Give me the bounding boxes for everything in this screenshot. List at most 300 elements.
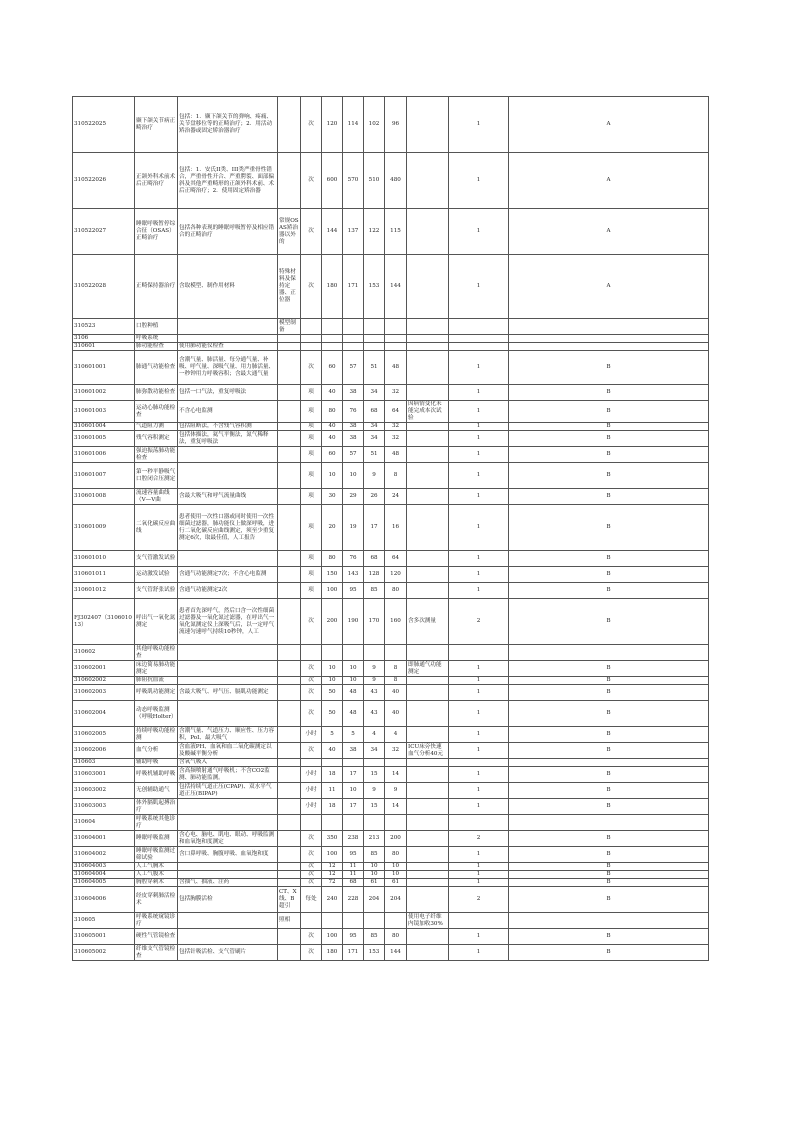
item-category: 1 [449, 551, 509, 567]
item-note [407, 677, 449, 685]
price-level-1: 60 [322, 447, 343, 463]
price-level-2 [343, 343, 364, 351]
item-content: 使用肺功能仪检查 [178, 343, 278, 351]
price-level-1: 10 [322, 463, 343, 489]
item-code: 310601012 [73, 583, 135, 599]
item-name: 口腔种植 [135, 319, 178, 335]
item-code: 310601004 [73, 423, 135, 431]
price-level-3: 10 [364, 871, 385, 879]
table-row [73, 879, 709, 887]
price-level-2: 190 [343, 599, 364, 645]
price-level-1: 120 [322, 97, 343, 153]
price-level-2: 38 [343, 423, 364, 431]
item-note [407, 759, 449, 767]
item-note [407, 815, 449, 831]
item-grade: B [509, 879, 709, 887]
price-level-2: 143 [343, 567, 364, 583]
price-level-1: 40 [322, 385, 343, 401]
item-content: 含血液PH、血氧和血二氧化碳测定以及酸碱平衡分析 [178, 743, 278, 759]
item-content: 患者使用一次性口器或同时使用一次性细菌过滤器，肺功能仪上做深呼吸，进行二氧化碳反应曲线测定，须至少重复测定6次，取最佳值，人工报告 [178, 505, 278, 551]
item-code: 310522028 [73, 255, 135, 319]
table-row [73, 431, 709, 447]
item-category [449, 343, 509, 351]
item-category: 1 [449, 879, 509, 887]
item-name: 其他呼吸功能检查 [135, 645, 178, 661]
item-exclusions [278, 351, 301, 385]
item-note [407, 423, 449, 431]
price-level-2: 10 [343, 783, 364, 799]
price-level-1: 350 [322, 831, 343, 847]
table-row [73, 799, 709, 815]
item-code: 310605001 [73, 929, 135, 945]
item-note [407, 97, 449, 153]
price-level-4 [385, 759, 407, 767]
price-level-1: 12 [322, 863, 343, 871]
item-unit: 次 [301, 945, 322, 961]
item-code: 310602006 [73, 743, 135, 759]
item-name: 正畸保持器治疗 [135, 255, 178, 319]
item-name: 支气管激发试验 [135, 551, 178, 567]
price-level-2: 48 [343, 685, 364, 701]
item-name: 颞下颌关节病正畸治疗 [135, 97, 178, 153]
price-level-4: 10 [385, 863, 407, 871]
table-row [73, 423, 709, 431]
item-exclusions [278, 401, 301, 423]
item-unit: 次 [301, 879, 322, 887]
item-category: 1 [449, 743, 509, 759]
item-category: 1 [449, 567, 509, 583]
item-unit [301, 913, 322, 929]
item-unit: 次 [301, 929, 322, 945]
item-grade: B [509, 929, 709, 945]
item-code: 310602004 [73, 701, 135, 727]
item-exclusions [278, 447, 301, 463]
item-grade: B [509, 945, 709, 961]
item-unit [301, 319, 322, 335]
item-note [407, 879, 449, 887]
price-level-2 [343, 645, 364, 661]
item-content: 包括：1．颞下颌关节的弹响、疼痛、关节盘移位等的正畸治疗；2．用活动矫治器或固定矫治器治疗 [178, 97, 278, 153]
item-content [178, 929, 278, 945]
price-level-3 [364, 335, 385, 343]
item-category: 1 [449, 431, 509, 447]
price-level-4: 480 [385, 153, 407, 209]
item-category: 1 [449, 945, 509, 961]
item-name: 呼吸机辅助呼吸 [135, 767, 178, 783]
price-level-4 [385, 815, 407, 831]
price-level-4: 10 [385, 871, 407, 879]
price-level-1 [322, 759, 343, 767]
price-level-3: 102 [364, 97, 385, 153]
table-row [73, 863, 709, 871]
item-category: 2 [449, 599, 509, 645]
price-level-1: 18 [322, 767, 343, 783]
price-level-3: 510 [364, 153, 385, 209]
item-note [407, 551, 449, 567]
price-level-1: 100 [322, 583, 343, 599]
item-content [178, 701, 278, 727]
item-note [407, 863, 449, 871]
price-level-4: 8 [385, 463, 407, 489]
item-code: 310601006 [73, 447, 135, 463]
item-unit: 项 [301, 551, 322, 567]
item-exclusions [278, 431, 301, 447]
item-grade [509, 759, 709, 767]
item-unit: 项 [301, 447, 322, 463]
item-note [407, 447, 449, 463]
table-row [73, 871, 709, 879]
price-level-4: 16 [385, 505, 407, 551]
item-unit: 次 [301, 847, 322, 863]
item-content [178, 799, 278, 815]
price-table [72, 96, 709, 961]
price-level-2: 11 [343, 863, 364, 871]
table-row [73, 831, 709, 847]
table-row [73, 343, 709, 351]
item-exclusions [278, 799, 301, 815]
item-content: 不含心电监测 [178, 401, 278, 423]
item-note: ICU床旁快速血气分析40元 [407, 743, 449, 759]
price-level-2: 95 [343, 847, 364, 863]
price-level-4: 160 [385, 599, 407, 645]
price-level-4: 80 [385, 929, 407, 945]
item-note [407, 255, 449, 319]
table-row [73, 489, 709, 505]
table-row [73, 847, 709, 863]
table-row [73, 767, 709, 783]
price-level-1: 11 [322, 783, 343, 799]
item-unit: 次 [301, 255, 322, 319]
item-exclusions [278, 583, 301, 599]
item-name: 呼吸系统窥镜诊疗 [135, 913, 178, 929]
price-level-4: 61 [385, 879, 407, 887]
item-code: 310601009 [73, 505, 135, 551]
item-unit: 次 [301, 153, 322, 209]
price-level-1: 80 [322, 401, 343, 423]
item-grade: B [509, 423, 709, 431]
item-code: 310602003 [73, 685, 135, 701]
item-exclusions [278, 685, 301, 701]
price-level-4 [385, 343, 407, 351]
item-code: FJ302407（310601013） [73, 599, 135, 645]
price-level-4 [385, 335, 407, 343]
item-grade: B [509, 599, 709, 645]
price-level-3: 213 [364, 831, 385, 847]
item-content: 包括体描法，氦气平衡法，氮气稀释法，重复呼吸法 [178, 431, 278, 447]
price-level-3: 153 [364, 255, 385, 319]
price-level-3: 9 [364, 661, 385, 677]
price-level-4: 32 [385, 743, 407, 759]
item-note: 因病情变化未能完成本次试验 [407, 401, 449, 423]
price-level-1: 240 [322, 887, 343, 913]
item-note [407, 335, 449, 343]
price-level-2: 171 [343, 945, 364, 961]
price-level-3: 34 [364, 423, 385, 431]
item-unit: 项 [301, 463, 322, 489]
price-level-1: 100 [322, 929, 343, 945]
item-grade [509, 913, 709, 929]
item-name: 气道阻力测 [135, 423, 178, 431]
item-exclusions [278, 727, 301, 743]
item-unit: 小时 [301, 767, 322, 783]
item-grade [509, 343, 709, 351]
item-code: 310522025 [73, 97, 135, 153]
price-level-4: 64 [385, 551, 407, 567]
item-grade: B [509, 871, 709, 879]
price-level-1 [322, 815, 343, 831]
item-name: 支气管舒张试验 [135, 583, 178, 599]
item-name: 人工气腹术 [135, 871, 178, 879]
item-exclusions [278, 677, 301, 685]
item-category: 2 [449, 831, 509, 847]
item-code: 310601002 [73, 385, 135, 401]
item-content: 含取模型、制作用材料 [178, 255, 278, 319]
item-code: 310602005 [73, 727, 135, 743]
price-level-4: 120 [385, 567, 407, 583]
item-category: 1 [449, 929, 509, 945]
item-unit [301, 815, 322, 831]
item-exclusions [278, 945, 301, 961]
price-level-3: 43 [364, 685, 385, 701]
item-unit: 项 [301, 583, 322, 599]
table-row [73, 97, 709, 153]
item-grade: B [509, 489, 709, 505]
item-name: 呼出气一氧化氮测定 [135, 599, 178, 645]
item-content: 含潮气量、气道压力、顺应性、压力容积，PoI、最大吸气 [178, 727, 278, 743]
item-grade: B [509, 677, 709, 685]
price-level-2 [343, 815, 364, 831]
price-level-2: 76 [343, 401, 364, 423]
table-row [73, 351, 709, 385]
price-level-3: 17 [364, 505, 385, 551]
item-name: 经皮穿刺肺活检术 [135, 887, 178, 913]
table-row [73, 701, 709, 727]
item-unit: 项 [301, 431, 322, 447]
item-grade: B [509, 887, 709, 913]
item-category: 1 [449, 847, 509, 863]
item-category [449, 759, 509, 767]
price-level-2: 38 [343, 431, 364, 447]
item-exclusions [278, 153, 301, 209]
item-unit: 次 [301, 97, 322, 153]
item-exclusions [278, 551, 301, 567]
item-content: 患者首先深呼气，然后口含一次性细菌过滤器及一氧化氮过滤器，在呼出气一氧化氮测定仪上深吸气后，以一定呼气流速匀速呼气持续10秒钟，人工 [178, 599, 278, 645]
price-level-4: 48 [385, 447, 407, 463]
table-row [73, 815, 709, 831]
table-row [73, 209, 709, 255]
item-exclusions [278, 831, 301, 847]
price-level-1: 144 [322, 209, 343, 255]
item-content: 包括持续气道正压(CPAP)、双水平气道正压(BIPAP) [178, 783, 278, 799]
price-level-1: 40 [322, 743, 343, 759]
item-code: 310604003 [73, 863, 135, 871]
item-content [178, 335, 278, 343]
item-exclusions [278, 335, 301, 343]
item-code: 310604004 [73, 871, 135, 879]
table-row [73, 661, 709, 677]
price-level-1: 18 [322, 799, 343, 815]
item-content: 含口鼻呼吸、胸腹呼吸、血氧饱和度 [178, 847, 278, 863]
item-name: 体外膈肌起搏治疗 [135, 799, 178, 815]
price-level-3: 9 [364, 783, 385, 799]
item-exclusions [278, 567, 301, 583]
item-content [178, 871, 278, 879]
price-level-2: 29 [343, 489, 364, 505]
item-name: 睡眠呼吸监测过筛试验 [135, 847, 178, 863]
item-unit: 项 [301, 423, 322, 431]
price-level-2: 57 [343, 447, 364, 463]
item-content [178, 551, 278, 567]
item-exclusions [278, 423, 301, 431]
item-unit: 次 [301, 599, 322, 645]
item-content: 包括各种表现的睡眠呼吸暂停及相应错合的正畸治疗 [178, 209, 278, 255]
price-level-2: 5 [343, 727, 364, 743]
item-grade: A [509, 209, 709, 255]
item-category: 1 [449, 385, 509, 401]
item-category: 1 [449, 209, 509, 255]
item-code: 310601011 [73, 567, 135, 583]
item-note [407, 831, 449, 847]
item-category: 1 [449, 767, 509, 783]
table-row [73, 929, 709, 945]
price-level-1: 5 [322, 727, 343, 743]
item-exclusions: 照相 [278, 913, 301, 929]
item-note [407, 463, 449, 489]
item-content [178, 661, 278, 677]
item-grade [509, 645, 709, 661]
item-grade: B [509, 847, 709, 863]
item-name: 肺阻抗血流 [135, 677, 178, 685]
price-level-4: 204 [385, 887, 407, 913]
price-level-1 [322, 645, 343, 661]
price-level-2: 76 [343, 551, 364, 567]
item-note [407, 489, 449, 505]
item-name: 肺功能检查 [135, 343, 178, 351]
price-level-2: 57 [343, 351, 364, 385]
price-level-3: 4 [364, 727, 385, 743]
item-code: 310605002 [73, 945, 135, 961]
price-level-1: 200 [322, 599, 343, 645]
item-code: 310602 [73, 645, 135, 661]
price-level-3: 85 [364, 929, 385, 945]
item-note [407, 343, 449, 351]
item-grade: B [509, 551, 709, 567]
item-code: 310602001 [73, 661, 135, 677]
table-row [73, 685, 709, 701]
item-content [178, 677, 278, 685]
item-exclusions [278, 343, 301, 351]
item-category: 1 [449, 661, 509, 677]
item-exclusions [278, 489, 301, 505]
item-exclusions [278, 783, 301, 799]
price-level-1: 40 [322, 423, 343, 431]
price-level-4: 32 [385, 385, 407, 401]
price-level-4: 144 [385, 945, 407, 961]
item-category: 1 [449, 701, 509, 727]
item-unit: 次 [301, 209, 322, 255]
item-name: 动态呼吸监测（呼吸Holter） [135, 701, 178, 727]
item-content: 包括阻断法，不含残气容积测 [178, 423, 278, 431]
item-content: 含通气功能测定2次 [178, 583, 278, 599]
item-grade: B [509, 831, 709, 847]
item-content: 包括：1．安氏II类、III类严重骨性错合，严重骨性开合、严重腭裂、面部偏斜及其他严重畸形的正颌外科术前、术后正畸治疗；2．使用固定矫治器 [178, 153, 278, 209]
item-note [407, 505, 449, 551]
item-note [407, 319, 449, 335]
item-category: 1 [449, 863, 509, 871]
item-exclusions [278, 661, 301, 677]
price-level-4: 200 [385, 831, 407, 847]
item-name: 运动激发试验 [135, 567, 178, 583]
item-name: 呼吸系统 [135, 335, 178, 343]
item-category: 1 [449, 489, 509, 505]
item-name: 残气容积测定 [135, 431, 178, 447]
item-exclusions [278, 863, 301, 871]
item-name: 运动心肺功能检查 [135, 401, 178, 423]
price-level-1: 150 [322, 567, 343, 583]
price-level-1: 180 [322, 255, 343, 319]
table-row [73, 319, 709, 335]
price-level-4: 40 [385, 685, 407, 701]
item-code: 310601007 [73, 463, 135, 489]
item-name: 肺通气功能检查 [135, 351, 178, 385]
price-level-2 [343, 913, 364, 929]
item-exclusions [278, 847, 301, 863]
item-unit: 小时 [301, 727, 322, 743]
item-grade: B [509, 567, 709, 583]
item-grade: B [509, 727, 709, 743]
item-grade: B [509, 463, 709, 489]
price-level-1 [322, 343, 343, 351]
item-content [178, 863, 278, 871]
item-exclusions [278, 505, 301, 551]
price-level-4: 80 [385, 583, 407, 599]
item-note [407, 871, 449, 879]
table-row [73, 727, 709, 743]
item-grade: B [509, 701, 709, 727]
price-level-4: 64 [385, 401, 407, 423]
table-row [73, 783, 709, 799]
item-category [449, 335, 509, 343]
table-row [73, 567, 709, 583]
item-grade [509, 335, 709, 343]
item-note [407, 153, 449, 209]
price-level-3 [364, 319, 385, 335]
price-level-2: 38 [343, 385, 364, 401]
item-name: 二氧化碳反应曲线 [135, 505, 178, 551]
item-code: 310603 [73, 759, 135, 767]
price-level-3: 15 [364, 799, 385, 815]
item-category: 1 [449, 871, 509, 879]
item-unit: 次 [301, 701, 322, 727]
price-level-2: 95 [343, 929, 364, 945]
price-level-3 [364, 913, 385, 929]
item-code: 310601008 [73, 489, 135, 505]
item-code: 310603001 [73, 767, 135, 783]
price-level-3 [364, 645, 385, 661]
price-level-3 [364, 815, 385, 831]
item-grade: A [509, 153, 709, 209]
item-note [407, 209, 449, 255]
price-level-2: 48 [343, 701, 364, 727]
item-exclusions [278, 599, 301, 645]
item-category: 2 [449, 887, 509, 913]
item-exclusions [278, 759, 301, 767]
table-row [73, 677, 709, 685]
item-name: 无创辅助通气 [135, 783, 178, 799]
item-code: 310603003 [73, 799, 135, 815]
price-level-2: 19 [343, 505, 364, 551]
table-row [73, 401, 709, 423]
